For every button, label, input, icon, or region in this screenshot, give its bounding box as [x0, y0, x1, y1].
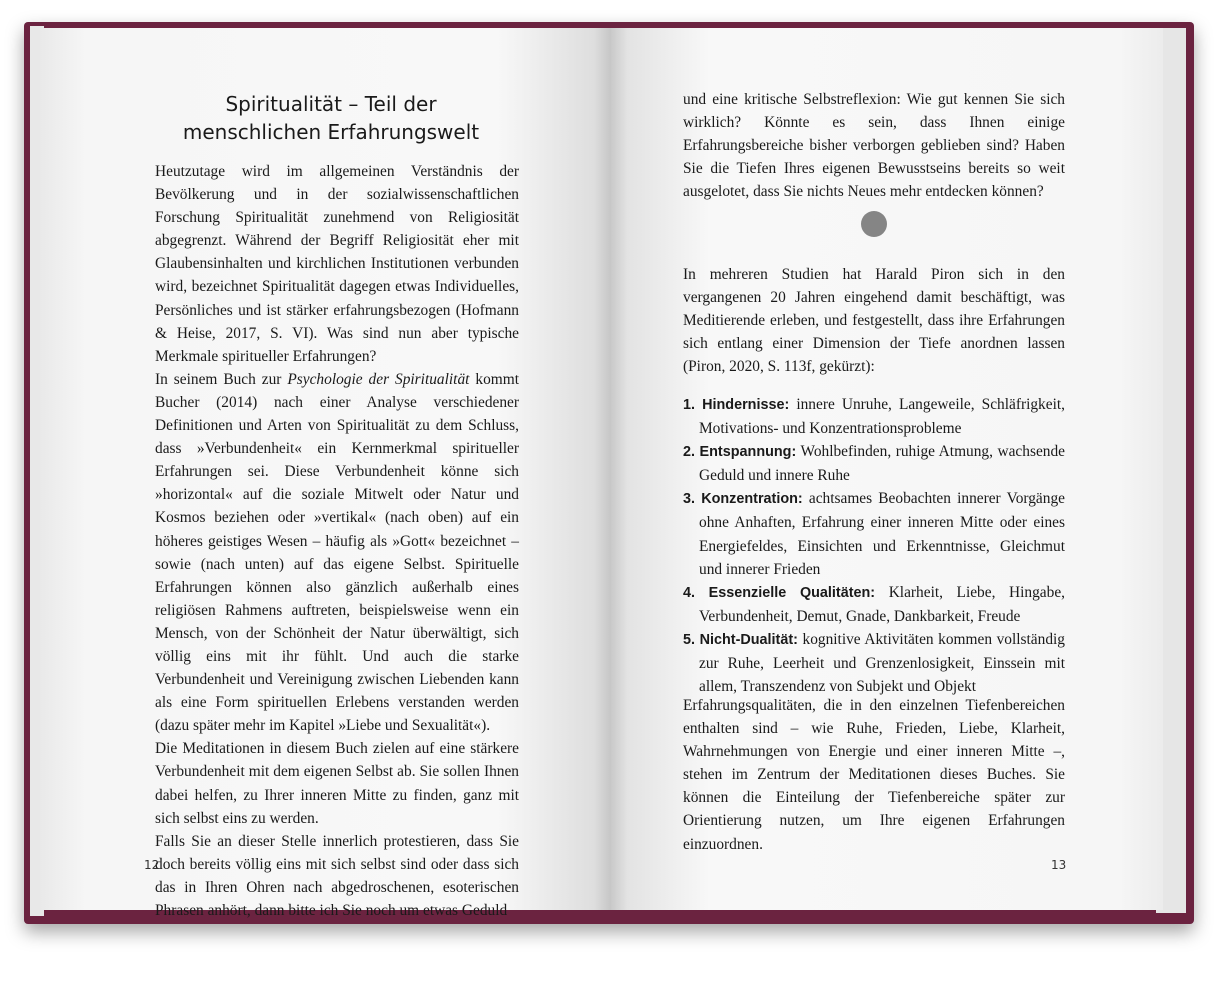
- paragraph-closing: Erfahrungsqualitäten, die in den einzelnen Tiefenbereichen enthalten sind – wie Ruhe, Frieden, Liebe, Klarheit, Wahrnehmungen von Energie und einer inneren Mitte –, stehen im Zentrum der Meditationen dieses Buches. Sie können die Einteilung der Tiefenbereiche später zur Orientierung nutzen, um Ihre eigenen Erfahrungen einzuordnen.: [683, 697, 1065, 853]
- right-body-top: [683, 88, 1065, 203]
- list-item-number: 4.: [683, 584, 696, 601]
- list-item: [683, 581, 1065, 628]
- right-page: [611, 28, 1163, 910]
- list-item-number: 1.: [683, 397, 696, 413]
- bucher-text-start: In seinem Buch zur: [155, 370, 288, 388]
- paragraph-bucher: [155, 368, 519, 738]
- chapter-heading-line-2: menschlichen Erfahrungswelt: [182, 120, 480, 144]
- depth-dimension-list: [683, 393, 1065, 698]
- list-item: [683, 628, 1065, 698]
- list-item-term: Hindernisse:: [702, 397, 790, 413]
- list-item-text: achtsames Beobachten innerer Vorgänge ohne Anhaften, Erfahrung einer inneren Mitte oder eines Energiefeldes, Einsichten und Erkenntnisse, Gleichmut und innerer Frieden: [699, 490, 1065, 578]
- list-item-term: Entspannung:: [699, 444, 797, 461]
- book-title-italic: Psychologie der Spiritualität: [287, 370, 470, 388]
- paragraph-piron: In mehreren Studien hat Harald Piron sich in den vergangenen 20 Jahren eingehend damit beschäftigt, was Meditierende erleben, und festgestellt, dass ihre Erfahrungen sich entlang einer Dimension der Tiefe anordnen lassen (Piron, 2020, S. 113f, gekürzt):: [683, 266, 1065, 376]
- list-item: [683, 393, 1065, 440]
- left-page: [40, 28, 611, 919]
- list-item-number: 5.: [683, 631, 696, 648]
- list-item-number: 2.: [683, 444, 696, 461]
- paragraph-spirituality-intro: Heutzutage wird im allgemeinen Verständnis der Bevölkerung und in der sozialwissenschaftlichen Forschung Spiritualität zunehmend von Religiosität abgegrenzt. Während der Begriff Religiosität eher mit Glaubensinhalten und kirchlichen Institutionen verbunden wird, bezeichnet Spiritualität dagegen etwas Individuelles, Persönliches und ist stärker erfahrungsbezogen (Hofmann & Heise, 2017, S. VI). Was sind nun aber typische Merkmale spiritueller Erfahrungen?: [155, 163, 519, 365]
- list-item-term: Konzentration:: [701, 491, 803, 508]
- list-item-term: Essenzielle Qualitäten:: [708, 584, 876, 601]
- list-item-text: Klarheit, Liebe, Hingabe, Verbundenheit, Demut, Gnade, Dankbarkeit, Freude: [699, 583, 1065, 625]
- list-item: [683, 487, 1065, 580]
- list-item-number: 3.: [683, 491, 696, 508]
- list-item-text: kognitive Aktivitäten kommen vollständig zur Ruhe, Leerheit und Grenzenlosigkeit, Einssein mit allem, Transzendenz von Subjekt und Objekt: [699, 630, 1065, 696]
- list-item-text: innere Unruhe, Langeweile, Schläfrigkeit, Motivations- und Konzentrationsprobleme: [699, 396, 1065, 438]
- right-body-piron: [683, 263, 1065, 378]
- paragraph-self-reflection: und eine kritische Selbstreflexion: Wie gut kennen Sie sich wirklich? Könnte es sein, dass Ihnen einige Erfahrungsbereiche bisher verborgen geblieben sind? Haben Sie die Tiefen Ihres eigenen Bewusstseins bereits so weit ausgelotet, dass Sie nichts Neues mehr entdecken können?: [683, 91, 1065, 201]
- chapter-heading: [150, 90, 512, 146]
- chapter-heading-line-1: Spiritualität – Teil der: [225, 92, 437, 116]
- page-number-left: 12: [144, 858, 160, 872]
- grey-circle-ornament-icon: [861, 211, 887, 237]
- left-body-text: [155, 160, 519, 922]
- list-item-text: Wohlbefinden, ruhige Atmung, wachsende Geduld und innere Ruhe: [699, 443, 1065, 485]
- paragraph-meditations: Die Meditationen in diesem Buch zielen auf eine stärkere Verbundenheit mit dem eigenen Selbst ab. Sie sollen Ihnen dabei helfen, zu Ihrer inneren Mitte zu finden, ganz mit sich selbst eins zu werden.: [155, 740, 519, 827]
- bucher-text-rest: kommt Bucher (2014) nach einer Analyse verschiedener Definitionen und Arten von Spiritualität zu dem Schluss, dass »Verbundenheit« ein Kernmerkmal spiritueller Erfahrungen sei. Diese Verbundenheit könne sich »horizontal« auf die soziale Mitwelt oder Natur und Kosmos beziehen oder »vertikal« (nach oben) auf ein höheres geistiges Wesen – häufig als »Gott« bezeichnet – sowie (nach unten) auf das eigene Selbst. Spirituelle Erfahrungen können also gänzlich außerhalb eines religiösen Rahmens auftreten, beispielsweise wenn ein Mensch, von der Schönheit der Natur überwältigt, sich völlig eins mit ihr fühlt. Und auch die starke Verbundenheit und Vereinigung zwischen Liebenden kann als eine Form spirituellen Erlebens verstanden werden (dazu später mehr im Kapitel »Liebe und Sexualität«).: [155, 370, 519, 735]
- paragraph-protest: Falls Sie an dieser Stelle innerlich protestieren, dass Sie doch bereits völlig eins mit sich selbst sind oder dass sich das in Ihren Ohren nach abgedroschenen, esoterischen Phrasen anhört, dann bitte ich Sie noch um etwas Geduld: [155, 832, 519, 919]
- page-number-right: 13: [1051, 858, 1067, 872]
- right-body-closing: [683, 694, 1065, 856]
- list-item-term: Nicht-Dualität:: [699, 631, 798, 648]
- list-item: [683, 440, 1065, 487]
